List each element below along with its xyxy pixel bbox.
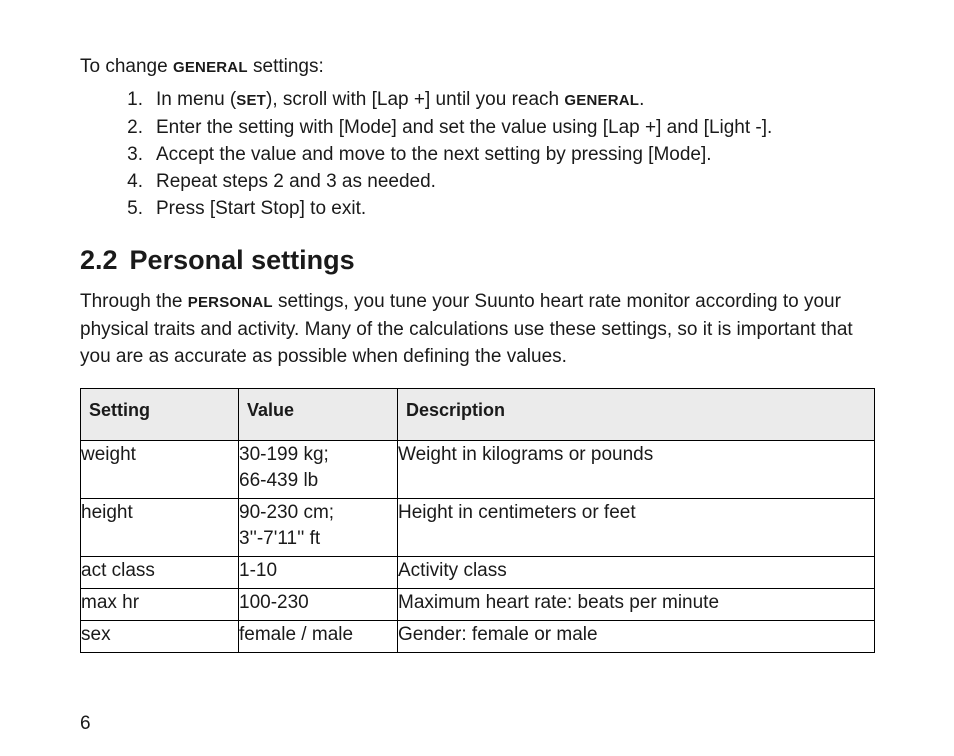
value-cell: 1-10 (239, 557, 398, 589)
list-item: 5. Press [Start Stop] to exit. (127, 198, 367, 219)
description-cell: Weight in kilograms or pounds (398, 441, 875, 499)
steps-list (80, 86, 772, 222)
header-value: Value (239, 389, 398, 441)
description-cell: Activity class (398, 557, 875, 589)
general-keyword: GENERAL (564, 92, 640, 109)
setting-cell: weight (81, 441, 239, 499)
table-row (81, 589, 875, 621)
intro-line: To change GENERAL settings: (80, 56, 324, 77)
section-number: 2.2 (80, 245, 118, 275)
description-cell: Maximum heart rate: beats per minute (398, 589, 875, 621)
setting-cell: sex (81, 621, 239, 653)
personal-settings-table (80, 388, 875, 653)
header-description: Description (398, 389, 875, 441)
list-item: 2. Enter the setting with [Mode] and set the value using [Lap +] and [Light -]. (127, 117, 773, 138)
list-item: 1. In menu (SET), scroll with [Lap +] until you reach GENERAL. (127, 89, 645, 110)
set-keyword: SET (236, 92, 267, 109)
description-cell: Gender: female or male (398, 621, 875, 653)
list-item: 4. Repeat steps 2 and 3 as needed. (127, 171, 436, 192)
section-title: Personal settings (129, 245, 355, 275)
list-item: 3. Accept the value and move to the next setting by pressing [Mode]. (127, 144, 712, 165)
header-setting: Setting (81, 389, 239, 441)
general-keyword: GENERAL (172, 59, 248, 76)
value-cell: 30-199 kg; 66-439 lb (239, 441, 398, 499)
page-number: 6 (80, 713, 91, 734)
section-heading (80, 244, 355, 276)
table-row (81, 441, 875, 499)
table-row (81, 499, 875, 557)
setting-cell: act class (81, 557, 239, 589)
value-cell: 90-230 cm; 3''-7'11'' ft (239, 499, 398, 557)
section-paragraph: Through the PERSONAL settings, you tune your Suunto heart rate monitor according to your physical traits and activity. Many of the calculations use these settings, so it is important that you are as accurate as possible when defining the values. (80, 291, 853, 367)
setting-cell: max hr (81, 589, 239, 621)
personal-keyword: PERSONAL (187, 294, 273, 311)
value-cell: 100-230 (239, 589, 398, 621)
description-cell: Height in centimeters or feet (398, 499, 875, 557)
table-row (81, 621, 875, 653)
table-row (81, 557, 875, 589)
setting-cell: height (81, 499, 239, 557)
table-header-row (81, 389, 875, 441)
value-cell: female / male (239, 621, 398, 653)
